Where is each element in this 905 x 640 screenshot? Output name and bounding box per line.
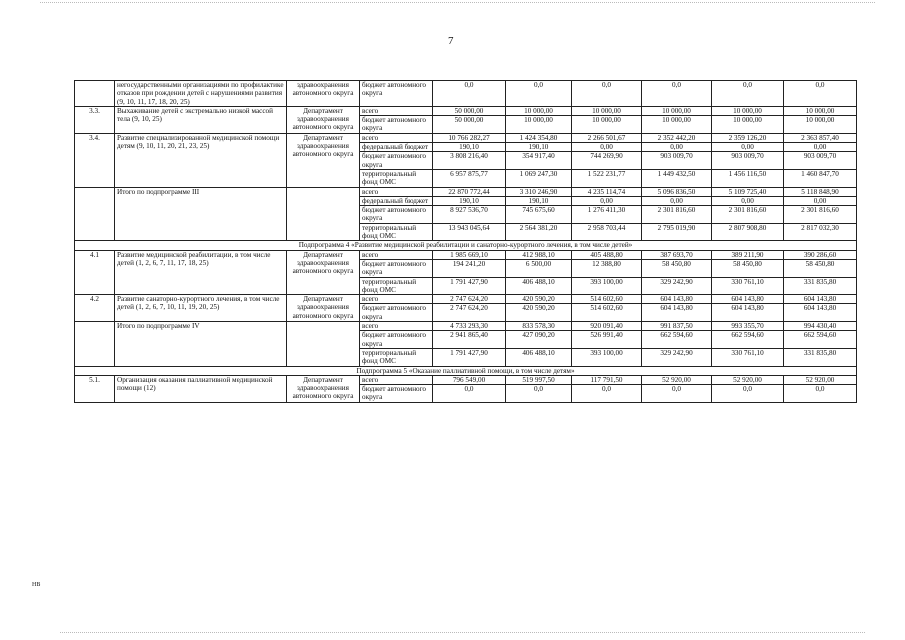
amount-cell: 58 450,80 — [712, 259, 784, 277]
measure-name: негосударственными организациями по профилактике отказов при рождении детей с нарушениями развития (9, 10, 11, 17, 18, 20, 25) — [115, 81, 287, 107]
amount-cell: 1 522 231,77 — [572, 169, 642, 187]
amount-cell: 12 388,80 — [572, 259, 642, 277]
amount-cell: 604 143,80 — [784, 295, 857, 304]
responsible-executor: Департамент здравоохранения автономного округа — [287, 295, 360, 322]
amount-cell: 514 602,60 — [572, 304, 642, 322]
amount-cell: 604 143,80 — [642, 295, 712, 304]
measure-name: Выхаживание детей с экстремально низкой массой тела (9, 10, 25) — [115, 106, 287, 133]
amount-cell: 745 675,60 — [506, 206, 572, 224]
amount-cell: 10 000,00 — [784, 116, 857, 134]
amount-cell: 0,0 — [642, 385, 712, 403]
amount-cell: 2 266 501,67 — [572, 133, 642, 142]
amount-cell: 52 920,00 — [712, 375, 784, 384]
scan-edge-bottom — [60, 632, 865, 634]
measure-name: Развитие санаторно-курортного лечения, в том числе детей (1, 2, 6, 7, 10, 11, 19, 20, 25) — [115, 295, 287, 322]
funding-source: бюджет автономного округа — [360, 81, 433, 107]
amount-cell: 2 363 857,40 — [784, 133, 857, 142]
responsible-executor — [287, 322, 360, 366]
funding-source: бюджет автономного округа — [360, 116, 433, 134]
amount-cell: 2 747 624,20 — [433, 295, 506, 304]
amount-cell: 58 450,80 — [642, 259, 712, 277]
amount-cell: 0,00 — [784, 196, 857, 205]
responsible-executor: Департамент здравоохранения автономного округа — [287, 106, 360, 133]
amount-cell: 1 791 427,90 — [433, 348, 506, 366]
funding-source: территориальный фонд ОМС — [360, 169, 433, 187]
amount-cell: 190,10 — [506, 196, 572, 205]
amount-cell: 0,0 — [506, 385, 572, 403]
amount-cell: 1 985 669,10 — [433, 250, 506, 259]
funding-source: федеральный бюджет — [360, 143, 433, 152]
amount-cell: 0,00 — [642, 196, 712, 205]
responsible-executor: Департамент здравоохранения автономного округа — [287, 133, 360, 187]
funding-source: бюджет автономного округа — [360, 385, 433, 403]
table-row — [75, 187, 857, 196]
funding-source: всего — [360, 187, 433, 196]
table-row — [75, 250, 857, 259]
amount-cell: 5 109 725,40 — [712, 187, 784, 196]
row-number: 3.3. — [75, 106, 115, 133]
row-number: 4.2 — [75, 295, 115, 322]
amount-cell: 604 143,80 — [642, 304, 712, 322]
amount-cell: 2 795 019,90 — [642, 223, 712, 241]
amount-cell: 10 000,00 — [506, 106, 572, 115]
funding-source: бюджет автономного округа — [360, 152, 433, 170]
amount-cell: 993 355,70 — [712, 322, 784, 331]
amount-cell: 1 276 411,30 — [572, 206, 642, 224]
row-number — [75, 187, 115, 241]
funding-source: всего — [360, 133, 433, 142]
amount-cell: 604 143,80 — [712, 304, 784, 322]
amount-cell: 10 000,00 — [712, 106, 784, 115]
amount-cell: 190,10 — [433, 143, 506, 152]
amount-cell: 329 242,90 — [642, 277, 712, 295]
amount-cell: 604 143,80 — [712, 295, 784, 304]
amount-cell: 0,00 — [572, 196, 642, 205]
row-number: 3.4. — [75, 133, 115, 187]
amount-cell: 5 118 848,90 — [784, 187, 857, 196]
amount-cell: 662 594,60 — [642, 331, 712, 349]
responsible-executor — [287, 187, 360, 241]
amount-cell: 2 807 908,80 — [712, 223, 784, 241]
funding-source: территориальный фонд ОМС — [360, 348, 433, 366]
footer-code: HB — [32, 582, 41, 588]
amount-cell: 0,0 — [784, 385, 857, 403]
amount-cell: 387 693,70 — [642, 250, 712, 259]
row-number: 4.1 — [75, 250, 115, 294]
amount-cell: 519 997,50 — [506, 375, 572, 384]
amount-cell: 903 009,70 — [642, 152, 712, 170]
amount-cell: 0,00 — [784, 143, 857, 152]
amount-cell: 2 352 442,20 — [642, 133, 712, 142]
amount-cell: 412 988,10 — [506, 250, 572, 259]
amount-cell: 390 286,60 — [784, 250, 857, 259]
amount-cell: 10 000,00 — [642, 106, 712, 115]
amount-cell: 0,0 — [642, 81, 712, 107]
amount-cell: 427 090,20 — [506, 331, 572, 349]
amount-cell: 329 242,90 — [642, 348, 712, 366]
amount-cell: 526 991,40 — [572, 331, 642, 349]
amount-cell: 0,0 — [712, 385, 784, 403]
amount-cell: 903 009,70 — [712, 152, 784, 170]
amount-cell: 0,0 — [433, 385, 506, 403]
amount-cell: 10 000,00 — [784, 106, 857, 115]
amount-cell: 117 791,50 — [572, 375, 642, 384]
amount-cell: 0,00 — [712, 196, 784, 205]
amount-cell: 0,00 — [572, 143, 642, 152]
amount-cell: 406 488,10 — [506, 348, 572, 366]
amount-cell: 331 835,80 — [784, 277, 857, 295]
amount-cell: 58 450,80 — [784, 259, 857, 277]
amount-cell: 22 870 772,44 — [433, 187, 506, 196]
amount-cell: 194 241,20 — [433, 259, 506, 277]
amount-cell: 405 488,80 — [572, 250, 642, 259]
amount-cell: 5 096 836,50 — [642, 187, 712, 196]
funding-source: территориальный фонд ОМС — [360, 223, 433, 241]
funding-source: бюджет автономного округа — [360, 259, 433, 277]
amount-cell: 0,0 — [433, 81, 506, 107]
scan-edge-top — [40, 2, 875, 4]
funding-source: федеральный бюджет — [360, 196, 433, 205]
amount-cell: 2 301 816,60 — [642, 206, 712, 224]
amount-cell: 10 000,00 — [572, 106, 642, 115]
amount-cell: 2 958 703,44 — [572, 223, 642, 241]
subprogram-header-row — [75, 366, 857, 375]
funding-source: бюджет автономного округа — [360, 331, 433, 349]
amount-cell: 2 941 865,40 — [433, 331, 506, 349]
amount-cell: 10 000,00 — [712, 116, 784, 134]
amount-cell: 420 590,20 — [506, 304, 572, 322]
funding-source: всего — [360, 106, 433, 115]
amount-cell: 0,0 — [572, 385, 642, 403]
measure-name: Организация оказания паллиативной медицинской помощи (12) — [115, 375, 287, 402]
amount-cell: 52 920,00 — [642, 375, 712, 384]
amount-cell: 1 449 432,50 — [642, 169, 712, 187]
amount-cell: 2 747 624,20 — [433, 304, 506, 322]
amount-cell: 10 000,00 — [642, 116, 712, 134]
subprogram-title: Подпрограмма 5 «Оказание паллиативной помощи, в том числе детям» — [75, 366, 857, 375]
amount-cell: 4 235 114,74 — [572, 187, 642, 196]
subprogram-title: Подпрограмма 4 «Развитие медицинской реабилитации и санаторно-курортного лечения, в том числе детей» — [75, 241, 857, 250]
amount-cell: 903 009,70 — [784, 152, 857, 170]
amount-cell: 514 602,60 — [572, 295, 642, 304]
amount-cell: 1 791 427,90 — [433, 277, 506, 295]
funding-source: всего — [360, 322, 433, 331]
amount-cell: 0,0 — [712, 81, 784, 107]
amount-cell: 10 766 282,27 — [433, 133, 506, 142]
funding-source: всего — [360, 250, 433, 259]
funding-source: бюджет автономного округа — [360, 206, 433, 224]
amount-cell: 6 957 875,77 — [433, 169, 506, 187]
responsible-executor: Департамент здравоохранения автономного округа — [287, 250, 360, 294]
amount-cell: 330 761,10 — [712, 277, 784, 295]
amount-cell: 13 943 045,64 — [433, 223, 506, 241]
table-row — [75, 106, 857, 115]
amount-cell: 330 761,10 — [712, 348, 784, 366]
table-row — [75, 133, 857, 142]
amount-cell: 393 100,00 — [572, 277, 642, 295]
funding-source: всего — [360, 375, 433, 384]
amount-cell: 744 269,90 — [572, 152, 642, 170]
funding-source: бюджет автономного округа — [360, 304, 433, 322]
funding-source: территориальный фонд ОМС — [360, 277, 433, 295]
amount-cell: 2 564 381,20 — [506, 223, 572, 241]
amount-cell: 991 837,50 — [642, 322, 712, 331]
amount-cell: 0,0 — [572, 81, 642, 107]
subprogram-header-row — [75, 241, 857, 250]
measure-name: Итого по подпрограмме III — [115, 187, 287, 241]
amount-cell: 0,0 — [784, 81, 857, 107]
amount-cell: 393 100,00 — [572, 348, 642, 366]
amount-cell: 2 817 032,30 — [784, 223, 857, 241]
amount-cell: 1 460 847,70 — [784, 169, 857, 187]
amount-cell: 190,10 — [433, 196, 506, 205]
amount-cell: 50 000,00 — [433, 106, 506, 115]
amount-cell: 1 456 116,50 — [712, 169, 784, 187]
amount-cell: 2 301 816,60 — [784, 206, 857, 224]
row-number — [75, 81, 115, 107]
amount-cell: 190,10 — [506, 143, 572, 152]
amount-cell: 420 590,20 — [506, 295, 572, 304]
amount-cell: 389 211,90 — [712, 250, 784, 259]
amount-cell: 354 917,40 — [506, 152, 572, 170]
amount-cell: 50 000,00 — [433, 116, 506, 134]
measure-name: Развитие специализированной медицинской помощи детям (9, 10, 11, 20, 21, 23, 25) — [115, 133, 287, 187]
amount-cell: 796 549,00 — [433, 375, 506, 384]
amount-cell: 2 301 816,60 — [712, 206, 784, 224]
page-number: 7 — [448, 35, 454, 47]
table-row — [75, 295, 857, 304]
amount-cell: 8 927 536,70 — [433, 206, 506, 224]
amount-cell: 920 091,40 — [572, 322, 642, 331]
row-number: 5.1. — [75, 375, 115, 402]
amount-cell: 406 488,10 — [506, 277, 572, 295]
amount-cell: 833 578,30 — [506, 322, 572, 331]
amount-cell: 1 424 354,80 — [506, 133, 572, 142]
amount-cell: 4 733 293,30 — [433, 322, 506, 331]
amount-cell: 10 000,00 — [506, 116, 572, 134]
amount-cell: 0,0 — [506, 81, 572, 107]
budget-table — [74, 80, 857, 403]
amount-cell: 10 000,00 — [572, 116, 642, 134]
table-row — [75, 375, 857, 384]
amount-cell: 0,00 — [712, 143, 784, 152]
measure-name: Итого по подпрограмме IV — [115, 322, 287, 366]
amount-cell: 604 143,80 — [784, 304, 857, 322]
amount-cell: 3 310 246,90 — [506, 187, 572, 196]
table-row — [75, 322, 857, 331]
responsible-executor: Департамент здравоохранения автономного округа — [287, 375, 360, 402]
table-row — [75, 81, 857, 107]
amount-cell: 2 359 126,20 — [712, 133, 784, 142]
row-number — [75, 322, 115, 366]
amount-cell: 0,00 — [642, 143, 712, 152]
responsible-executor: здравоохранения автономного округа — [287, 81, 360, 107]
amount-cell: 994 430,40 — [784, 322, 857, 331]
amount-cell: 6 500,00 — [506, 259, 572, 277]
amount-cell: 1 069 247,30 — [506, 169, 572, 187]
amount-cell: 662 594,60 — [712, 331, 784, 349]
funding-source: всего — [360, 295, 433, 304]
amount-cell: 331 835,80 — [784, 348, 857, 366]
amount-cell: 3 808 216,40 — [433, 152, 506, 170]
amount-cell: 52 920,00 — [784, 375, 857, 384]
measure-name: Развитие медицинской реабилитации, в том числе детей (1, 2, 6, 7, 11, 17, 18, 25) — [115, 250, 287, 294]
amount-cell: 662 594,60 — [784, 331, 857, 349]
